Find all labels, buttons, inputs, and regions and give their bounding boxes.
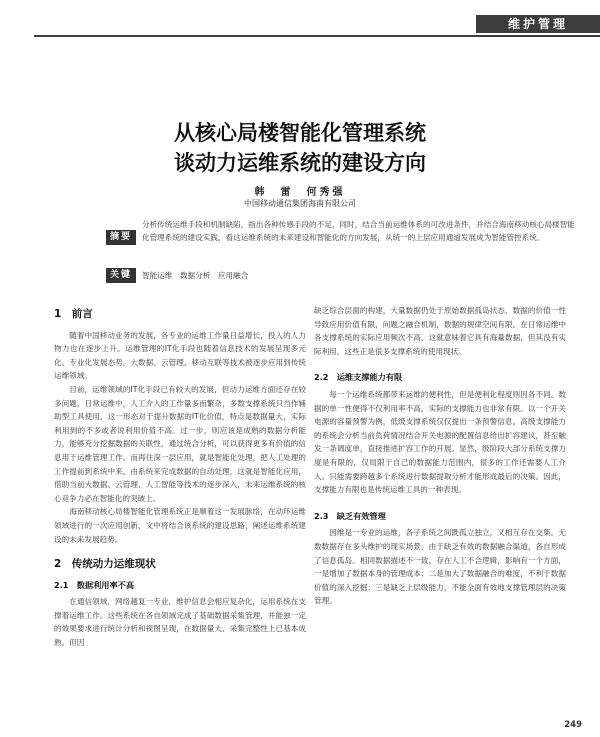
page-number: 249 [564,720,582,730]
authors: 韩 雷 何秀强 [254,187,346,198]
section-heading: 2 传统动力运维现状 [54,558,156,571]
subsection-heading: 2.1 数据利用率不高 [54,579,135,590]
article-title-line1: 从核心局楼智能化管理系统 [174,121,426,145]
abstract-label: 摘要 [106,230,136,245]
paragraph: 海南移动核心局楼智能化管理系统正是顺着这一发展脉络，在动环运维领域进行的一次应用创新，文中将结合该系统的建设思路，阐述运维系统建设的未来发展趋势。 [54,507,306,544]
section-heading: 1 前言 [54,308,93,320]
paragraph: 随着中国移动业务的发展，各专业的运维工作量日益增长，投入的人力物力也在逐步上升。运维管理的IT化手段也随着信息技术的发展呈现多元化、专业化发展态势。大数据、云管理、移动互联等技术被逐步应用到传统运维领域。 [54,330,306,381]
right-column [314,304,566,608]
abstract-text: 分析传统运维手段和机制缺陷，指出各种传感手段的不足，同时，结合当前运维体系的可改进条件，并结合海南移动核心局楼智能化管理系统的建设实践，看这运维系统的未来建设和智能化的方向发展，从统一的上层应用通道发展成为智能管控系统。 [142,220,575,242]
abstract-block [106,218,580,296]
left-column [54,304,306,650]
paragraph: 每一个运维系统都带来运维的便利性，但是便利化程度则因各不同。数据的单一性便得不仅利用率不高，实际的支撑能力也非常有限。以一个开关电源的容量预警为例，低级支撑系统仅仅提出一条预警信息，高级支撑能力的系统会分析当前负荷情况结合开关电源的配置信息给出扩容建议，甚至触发一条调度单，直接推进扩容工作的开展。显然，级阶段大部分系统支撑力度是有限的，仅局限于自己的数据能力范围内，很多的工作还需要人工介入。只能需要跨越多个系统进行数据提取分析才能形成最后的决策。因此，支撑能力有限也是传统运维工具的一种表现。 [314,389,566,495]
article-title-line2: 谈动力运维系统的建设方向 [174,151,426,175]
journal-header [0,0,600,48]
header-rule [34,35,600,37]
subsection-heading: 2.3 缺乏有效管理 [314,510,386,521]
paragraph: 在通信领域，网络越复一专业，维护信息会相应复杂化，运用系统在支撑着运维工作。这些系统在各自领域完成了基础数据采集管理，并能独一定的效果要求进行统计分析和视图呈现，在数据量大、采集完整性上已基本成熟。但因 [54,597,306,648]
subsection-heading: 2.2 运维支撑能力有限 [314,372,403,383]
paragraph: 缺乏综合层面的构建，大量数据仍处于原始数据孤岛状态，数据的价值一性导致应用价值有限，问题之融合机制，数据的规律空间有限。在日常运维中各支撑系统的实际应用频次不高，这就意味着它具有海量数据，但其没有实际利用，这些正是很多支撑系统的使用现状。 [314,306,566,356]
affiliation: 中国移动通信集团海南有限公司 [244,199,356,208]
keywords-text: 智能运维 数据分析 应用融合 [142,271,249,280]
keywords-label: 关键词 [106,268,136,283]
paragraph: 目前，运维领域的IT化手段已有较大的发展，但动力运维方面还存在较多问题，日常运维中，人工介入的工作量多而繁杂，多数支撑系统只当作辅助型工具使用，这一形态对于提升数据的IT化价值，特点是数据量大，实际利用到的不多或者说利用价值不高。过一步，则应该是成熟的数据分析能力，能够充分挖掘数据的关联性，通过统合分析，可以获得更多有价值的信息用于运维管理工作。而再往深一层应用，就是智能化处理，把人工处理的工作提前到系统中来，由系统来完成数据的自动处理，这就是智能化应用，借助当前大数据、云管理、人工智能等技术的逐步深入，未来运维系统的核心竞争力必在智能化的突破上。 [54,384,306,503]
paragraph: 因维是一专业的运维，各子系统之间既孤立独立，又相互存在交集。无数数据存在多头维护的现实场景，由于缺乏有效的数据融合渠道，各自形成了信息孤岛。相同数据描述不一致，存在人工不合逻辑，影响有一个方面，一是增加了数据本身的管理成本；二是加大了数据融合的难度，不利于数据价值的深入挖掘；三是缺乏上层级能力，不能全面有效地支撑管理层的决策管理。 [314,528,566,606]
section-tab: 维护管理 [476,15,600,33]
